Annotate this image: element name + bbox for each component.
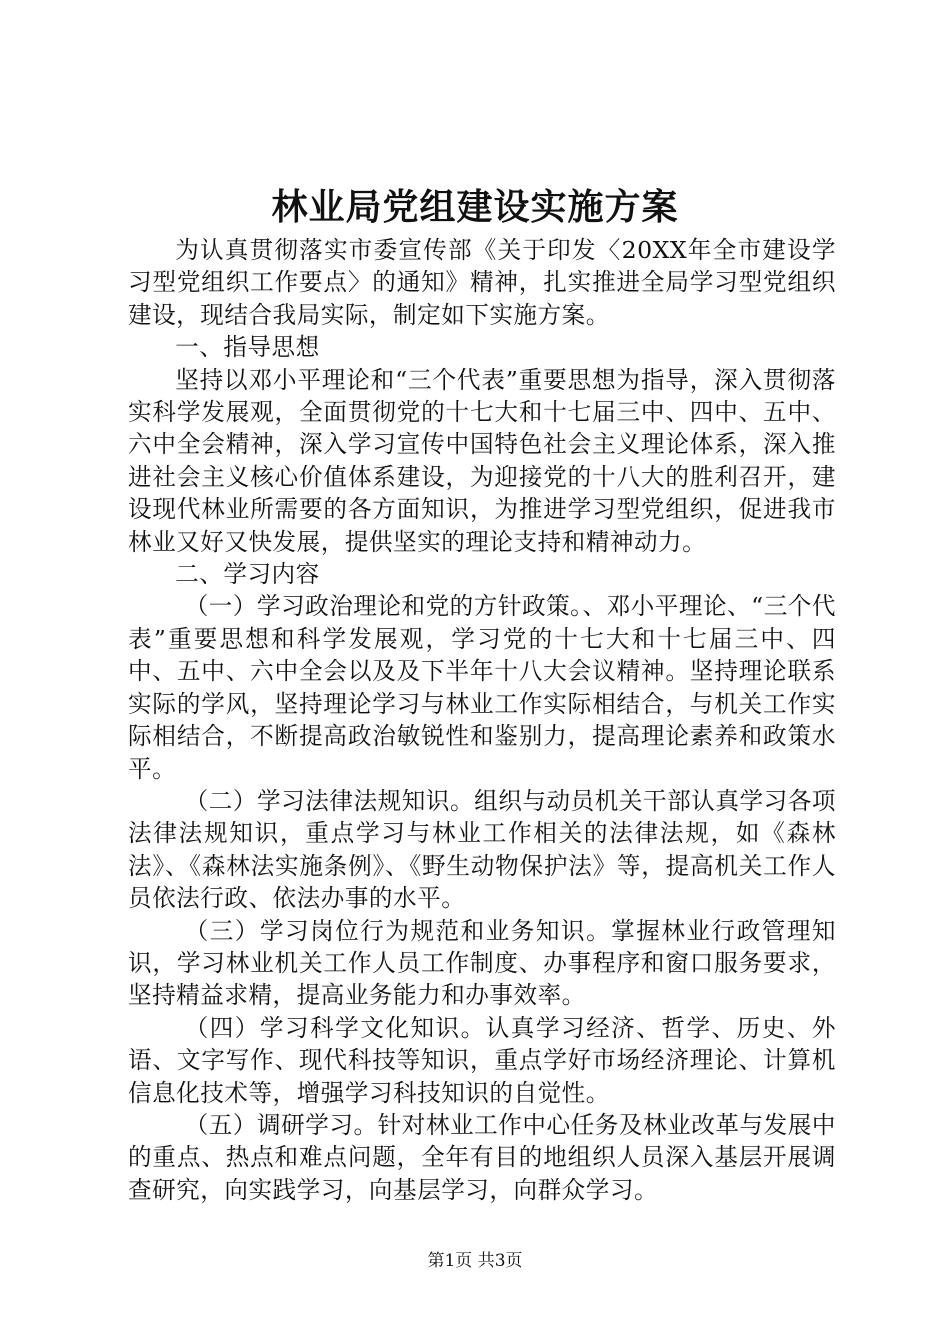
study-item-politics: （一）学习政治理论和党的方针政策。、邓小平理论、“三个代表”重要思想和科学发展观，学习党的十七大和十七届三中、四中、五中、六中全会以及及下半年十八大会议精神。坚持理论联系实际的学风，坚持理论学习与林业工作实际相结合，与机关工作实际相结合，不断提高政治敏锐性和鉴别力，提高理论素养和政策水平。 xyxy=(128,592,836,783)
section-heading-study-content: 二、学习内容 xyxy=(175,560,320,589)
document-title: 林业局党组建设实施方案 xyxy=(271,186,679,228)
study-item-job-norms: （三）学习岗位行为规范和业务知识。掌握林业行政管理知识，学习林业机关工作人员工作制度、办事程序和窗口服务要求，坚持精益求精，提高业务能力和办事效率。 xyxy=(128,916,836,1010)
study-item-law: （二）学习法律法规知识。组织与动员机关干部认真学习各项法律法规知识，重点学习与林业工作相关的法律法规，如《森林法》、《森林法实施条例》、《野生动物保护法》等，提高机关工作人员依法行政、依法办事的水平。 xyxy=(128,786,836,913)
section-heading-guiding-ideology: 一、指导思想 xyxy=(175,333,320,362)
intro-paragraph: 为认真贯彻落实市委宣传部《关于印发〈20XX年全市建设学习型党组织工作要点〉的通知》精神，扎实推进全局学习型党组织建设，现结合我局实际，制定如下实施方案。 xyxy=(128,236,836,329)
study-item-research: （五）调研学习。针对林业工作中心任务及林业改革与发展中的重点、热点和难点问题，全年有目的地组织人员深入基层开展调查研究，向实践学习，向基层学习，向群众学习。 xyxy=(128,1110,836,1204)
document-body xyxy=(128,234,836,1206)
study-item-culture: （四）学习科学文化知识。认真学习经济、哲学、历史、外语、文字写作、现代科技等知识，重点学好市场经济理论、计算机信息化技术等，增强学习科技知识的自觉性。 xyxy=(128,1013,836,1107)
guiding-ideology-paragraph: 坚持以邓小平理论和“三个代表”重要思想为指导，深入贯彻落实科学发展观，全面贯彻党的十七大和十七届三中、四中、五中、六中全会精神，深入学习宣传中国特色社会主义理论体系，深入推进社会主义核心价值体系建设，为迎接党的十八大的胜利召开，建设现代林业所需要的各方面知识，为推进学习型党组织，促进我市林业又好又快发展，提供坚实的理论支持和精神动力。 xyxy=(128,365,836,556)
page-number-footer: 第1页 共3页 xyxy=(427,1251,523,1271)
